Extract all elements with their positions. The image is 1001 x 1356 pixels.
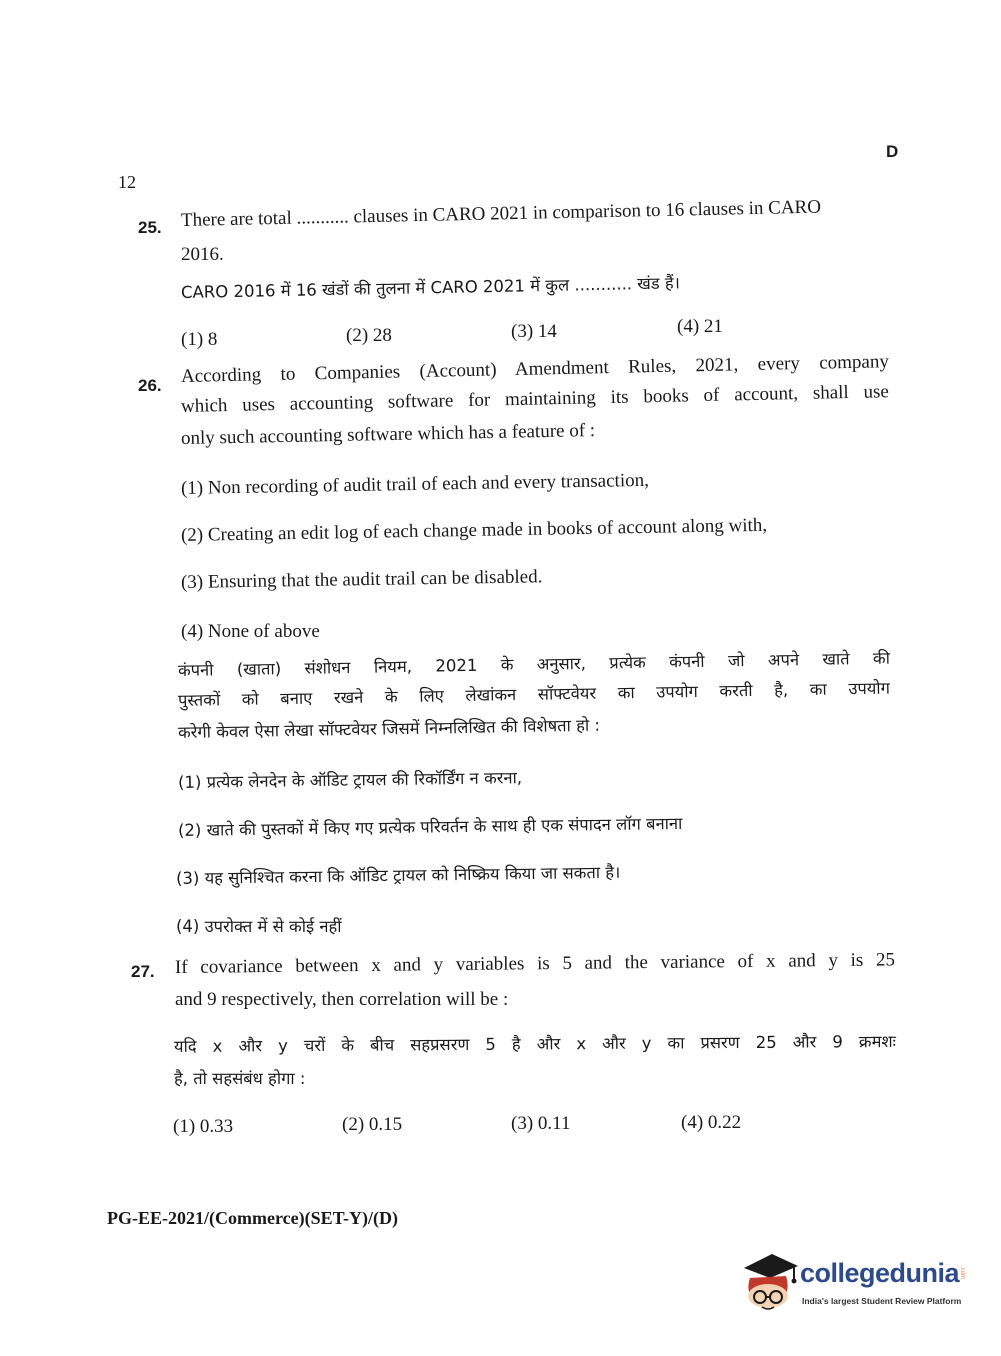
question-27-hindi-line2: है, तो सहसंबंध होगा : (174, 1069, 306, 1088)
question-26-en-option-4: (4) None of above (181, 621, 320, 642)
question-25-hindi: CARO 2016 में 16 खंडों की तुलना में CARO 2021 में कुल ........... खंड हैं। (180, 273, 681, 302)
question-26-en-option-2: (2) Creating an edit log of each change made in books of account along with, (180, 514, 768, 546)
question-26-en-option-1: (1) Non recording of audit trail of each and every transaction, (180, 469, 650, 499)
question-27-en-line1: If covariance between x and y variables is 5 and the variance of x and y is 25 (174, 949, 896, 978)
question-25-number: 25. (138, 218, 162, 237)
set-code: D (886, 142, 899, 161)
question-25-option-1: (1) 8 (181, 329, 218, 350)
question-26-hindi-line2: पुस्तकों को बनाए रखने के लिए लेखांकन सॉफ्टवेयर का उपयोग करती है, का उपयोग (177, 678, 891, 710)
question-27-option-2: (2) 0.15 (342, 1114, 403, 1135)
question-26-hindi-option-1: (1) प्रत्येक लेनदेन के ऑडिट ट्रायल की रिकॉर्डिंग न करना, (177, 768, 523, 792)
collegedunia-logo-text: collegedunia (800, 1258, 960, 1288)
question-26-hindi-line3: करेगी केवल ऐसा लेखा सॉफ्टवेयर जिसमें निम्नलिखित की विशेषता हो : (177, 715, 601, 742)
collegedunia-mascot-icon (738, 1250, 800, 1314)
exam-code-footer: PG-EE-2021/(Commerce)(SET-Y)/(D) (107, 1208, 398, 1228)
question-25-en-line1: There are total ........... clauses in CARO 2021 in comparison to 16 clauses in CARO (180, 196, 822, 231)
question-27-option-1: (1) 0.33 (173, 1116, 234, 1137)
question-26-number: 26. (138, 376, 162, 395)
question-26-en-line2: which uses accounting software for maintaining its books of account, shall use (180, 381, 890, 417)
page-number: 12 (118, 172, 136, 192)
question-26-en-line3: only such accounting software which has a feature of : (180, 420, 596, 449)
question-25-option-2: (2) 28 (346, 325, 392, 346)
question-25-option-3: (3) 14 (511, 321, 557, 342)
collegedunia-logo-suffix: .com (959, 1266, 965, 1280)
question-27-hindi-line1: यदि x और y चरों के बीच सहप्रसरण 5 है और x और y का प्रसरण 25 और 9 क्रमशः (173, 1031, 897, 1056)
question-26-hindi-option-3: (3) यह सुनिश्चित करना कि ऑडिट ट्रायल को निष्क्रिय किया जा सकता है। (175, 862, 621, 888)
question-27-number: 27. (131, 962, 155, 981)
question-26-hindi-line1: कंपनी (खाता) संशोधन नियम, 2021 के अनुसार, प्रत्येक कंपनी जो अपने खाते की (177, 648, 891, 680)
question-26-en-line1: According to Companies (Account) Amendment Rules, 2021, every company (180, 351, 890, 387)
question-25-option-4: (4) 21 (677, 316, 723, 337)
question-26-en-option-3: (3) Ensuring that the audit trail can be disabled. (180, 566, 543, 593)
question-26-hindi-option-4: (4) उपरोक्त में से कोई नहीं (176, 917, 342, 936)
question-27-option-3: (3) 0.11 (511, 1113, 571, 1134)
question-25-en-line2: 2016. (181, 244, 224, 265)
question-26-hindi-option-2: (2) खाते की पुस्तकों में किए गए प्रत्येक परिवर्तन के साथ ही एक संपादन लॉग बनाना (177, 813, 683, 840)
question-27-en-line2: and 9 respectively, then correlation will be : (175, 989, 509, 1010)
collegedunia-tagline: India's largest Student Review Platform (802, 1296, 962, 1306)
question-27-option-4: (4) 0.22 (681, 1112, 742, 1133)
